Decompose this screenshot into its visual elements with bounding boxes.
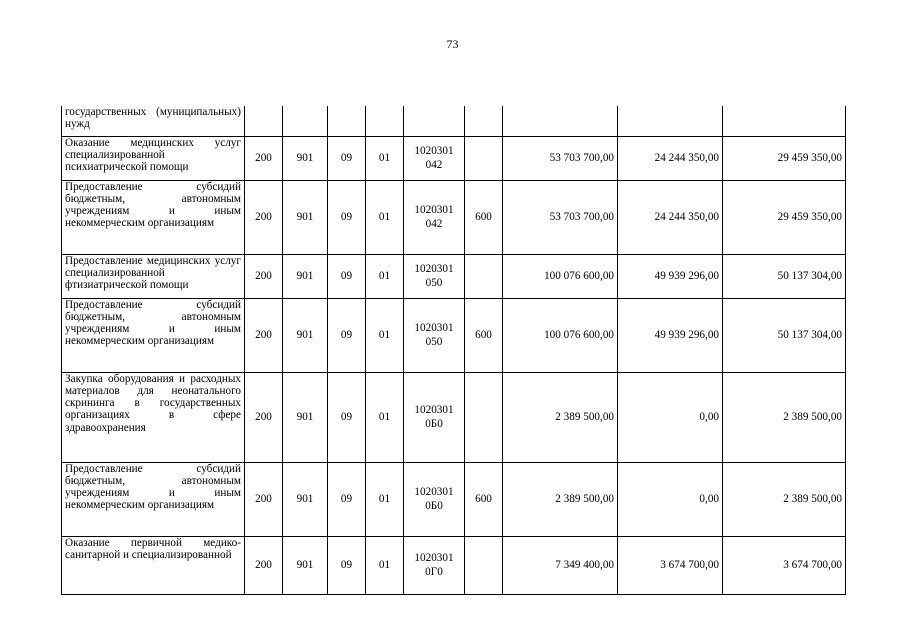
- table-body: [62, 106, 846, 594]
- subsection-code: 01: [366, 136, 404, 180]
- amount-total: 100 076 600,00: [503, 254, 618, 298]
- ministry-code: 901: [283, 254, 328, 298]
- admin-code: 200: [245, 254, 283, 298]
- target-article-code-line1: 1020301: [414, 322, 454, 334]
- admin-code: [245, 106, 283, 136]
- admin-code: 200: [245, 536, 283, 594]
- amount-year-1: 3 674 700,00: [618, 536, 723, 594]
- ministry-code: 901: [283, 136, 328, 180]
- expense-type-code: [465, 254, 503, 298]
- subsection-code: 01: [366, 462, 404, 536]
- amount-total: 100 076 600,00: [503, 298, 618, 372]
- section-code: 09: [328, 298, 366, 372]
- page-number: 73: [446, 37, 459, 51]
- amount-year-2: 50 137 304,00: [723, 298, 846, 372]
- target-article-code: [404, 462, 465, 536]
- amount-total: [503, 106, 618, 136]
- target-article-code: [404, 136, 465, 180]
- amount-year-1: 0,00: [618, 462, 723, 536]
- target-article-code-line1: 1020301: [414, 486, 454, 498]
- amount-year-1: 24 244 350,00: [618, 136, 723, 180]
- target-article-code-line1: 1020301: [414, 204, 454, 216]
- target-article-code: [404, 254, 465, 298]
- table-row: [62, 136, 846, 180]
- ministry-code: 901: [283, 180, 328, 254]
- amount-total: 2 389 500,00: [503, 462, 618, 536]
- subsection-code: [366, 106, 404, 136]
- amount-year-2: 29 459 350,00: [723, 136, 846, 180]
- target-article-code-line2: 0Г0: [425, 566, 443, 578]
- target-article-code-line1: 1020301: [414, 145, 454, 157]
- amount-year-1: [618, 106, 723, 136]
- ministry-code: 901: [283, 372, 328, 462]
- amount-year-2: 29 459 350,00: [723, 180, 846, 254]
- row-description: Оказание медицинских услуг специализированной психиатрической помощи: [62, 136, 245, 180]
- subsection-code: 01: [366, 298, 404, 372]
- expense-type-code: 600: [465, 462, 503, 536]
- ministry-code: 901: [283, 462, 328, 536]
- row-description: Предоставление субсидий бюджетным, автономным учреждениям и иным некоммерческим организациям: [62, 180, 245, 254]
- expense-type-code: [465, 136, 503, 180]
- target-article-code: [404, 536, 465, 594]
- section-code: 09: [328, 180, 366, 254]
- expense-type-code: [465, 372, 503, 462]
- expense-type-code: [465, 536, 503, 594]
- table-row: [62, 536, 846, 594]
- table-row: [62, 180, 846, 254]
- section-code: 09: [328, 254, 366, 298]
- subsection-code: 01: [366, 372, 404, 462]
- amount-year-1: 49 939 296,00: [618, 254, 723, 298]
- amount-total: 53 703 700,00: [503, 180, 618, 254]
- target-article-code-line2: 042: [425, 159, 443, 171]
- row-description: Закупка оборудования и расходных материалов для неонатального скрининга в государственных организациях в сфере здравоохранения: [62, 372, 245, 462]
- ministry-code: [283, 106, 328, 136]
- admin-code: 200: [245, 372, 283, 462]
- expense-type-code: 600: [465, 180, 503, 254]
- target-article-code: [404, 106, 465, 136]
- target-article-code-line2: 042: [425, 218, 443, 230]
- row-description: Оказание первичной медико-санитарной и специализированной: [62, 536, 245, 594]
- table-row: [62, 372, 846, 462]
- target-article-code: [404, 180, 465, 254]
- table-row: [62, 298, 846, 372]
- amount-year-2: 2 389 500,00: [723, 462, 846, 536]
- row-description: Предоставление субсидий бюджетным, автономным учреждениям и иным некоммерческим организациям: [62, 298, 245, 372]
- subsection-code: 01: [366, 180, 404, 254]
- admin-code: 200: [245, 298, 283, 372]
- ministry-code: 901: [283, 298, 328, 372]
- table-row: [62, 462, 846, 536]
- admin-code: 200: [245, 180, 283, 254]
- admin-code: 200: [245, 136, 283, 180]
- amount-total: 53 703 700,00: [503, 136, 618, 180]
- expense-type-code: [465, 106, 503, 136]
- target-article-code-line1: 1020301: [414, 263, 454, 275]
- amount-total: 7 349 400,00: [503, 536, 618, 594]
- section-code: 09: [328, 536, 366, 594]
- target-article-code-line2: 050: [425, 336, 443, 348]
- amount-year-1: 0,00: [618, 372, 723, 462]
- ministry-code: 901: [283, 536, 328, 594]
- table-row: [62, 254, 846, 298]
- target-article-code: [404, 372, 465, 462]
- budget-table: [61, 106, 846, 595]
- amount-year-2: 2 389 500,00: [723, 372, 846, 462]
- section-code: 09: [328, 136, 366, 180]
- amount-year-2: 50 137 304,00: [723, 254, 846, 298]
- target-article-code-line2: 0Б0: [425, 500, 443, 512]
- table-row: [62, 106, 846, 136]
- admin-code: 200: [245, 462, 283, 536]
- target-article-code-line2: 0Б0: [425, 418, 443, 430]
- amount-year-2: [723, 106, 846, 136]
- row-description: Предоставление медицинских услуг специализированной фтизиатрической помощи: [62, 254, 245, 298]
- target-article-code-line2: 050: [425, 277, 443, 289]
- section-code: [328, 106, 366, 136]
- row-description: Предоставление субсидий бюджетным, автономным учреждениям и иным некоммерческим организациям: [62, 462, 245, 536]
- subsection-code: 01: [366, 536, 404, 594]
- amount-year-1: 49 939 296,00: [618, 298, 723, 372]
- amount-total: 2 389 500,00: [503, 372, 618, 462]
- expense-type-code: 600: [465, 298, 503, 372]
- target-article-code: [404, 298, 465, 372]
- section-code: 09: [328, 372, 366, 462]
- amount-year-1: 24 244 350,00: [618, 180, 723, 254]
- subsection-code: 01: [366, 254, 404, 298]
- section-code: 09: [328, 462, 366, 536]
- target-article-code-line1: 1020301: [414, 404, 454, 416]
- target-article-code-line1: 1020301: [414, 552, 454, 564]
- row-description: государственных (муниципальных) нужд: [62, 106, 245, 136]
- amount-year-2: 3 674 700,00: [723, 536, 846, 594]
